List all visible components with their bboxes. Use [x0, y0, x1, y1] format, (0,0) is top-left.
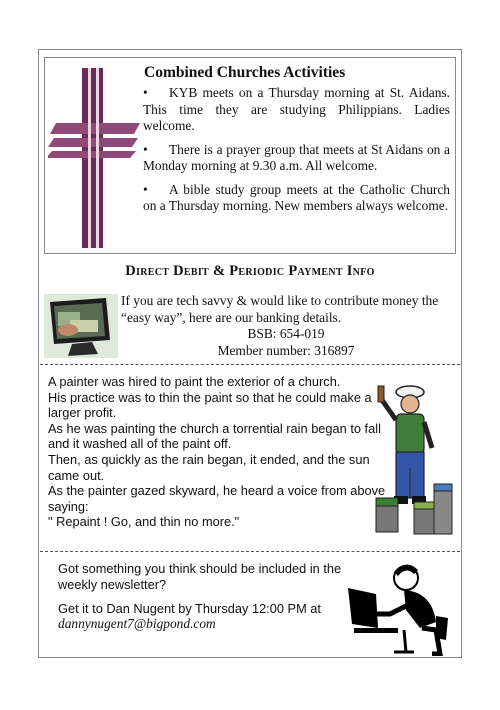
contact-email[interactable]: dannynugent7@bigpond.com	[58, 616, 216, 632]
churches-title: Combined Churches Activities	[144, 64, 346, 81]
joke-line: As he was painting the church a torrential rain began to fall and it washed all of the paint off.	[48, 420, 381, 452]
newsletter-question: Got something you think should be included in the weekly newsletter?	[58, 561, 342, 592]
joke-line: A painter was hired to paint the exterior of a church.	[48, 374, 341, 389]
joke-line: His practice was to thin the paint so that he could make a larger profit.	[48, 389, 372, 421]
payment-intro: If you are tech savvy & would like to contribute money the “easy way”, here are our banking details.	[121, 293, 439, 325]
list-item: • There is a prayer group that meets at St Aidans on a Monday morning at 9.30 a.m. All welcome.	[143, 141, 450, 173]
painter-joke	[48, 374, 403, 530]
joke-line: Then, as quickly as the rain began, it ended, and the sun came out.	[48, 451, 370, 483]
person-at-computer-image	[344, 558, 454, 656]
payment-details	[121, 293, 461, 359]
payment-title: Direct Debit & Periodic Payment Info	[125, 263, 375, 279]
list-item: • KYB meets on a Thursday morning at St. Aidans. This time they are studying Philippians. Ladies welcome.	[143, 85, 450, 133]
bsb-text: BSB: 654-019	[247, 326, 325, 342]
cross-icon	[48, 68, 140, 248]
painter-image	[374, 378, 454, 538]
churches-list	[143, 85, 450, 222]
computer-money-image	[44, 294, 118, 358]
newsletter-submission	[58, 561, 343, 632]
member-number-text: Member number: 316897	[217, 342, 355, 358]
newsletter-instruction: Get it to Dan Nugent by Thursday 12:00 PM at	[58, 600, 321, 616]
section-divider	[40, 364, 460, 365]
joke-line: As the painter gazed skyward, he heard a voice from above saying:	[48, 483, 386, 514]
joke-line: " Repaint ! Go, and thin no more."	[48, 514, 240, 530]
list-item: • A bible study group meets at the Catholic Church on a Thursday morning. New members always welcome.	[143, 181, 450, 213]
section-divider	[40, 551, 460, 552]
